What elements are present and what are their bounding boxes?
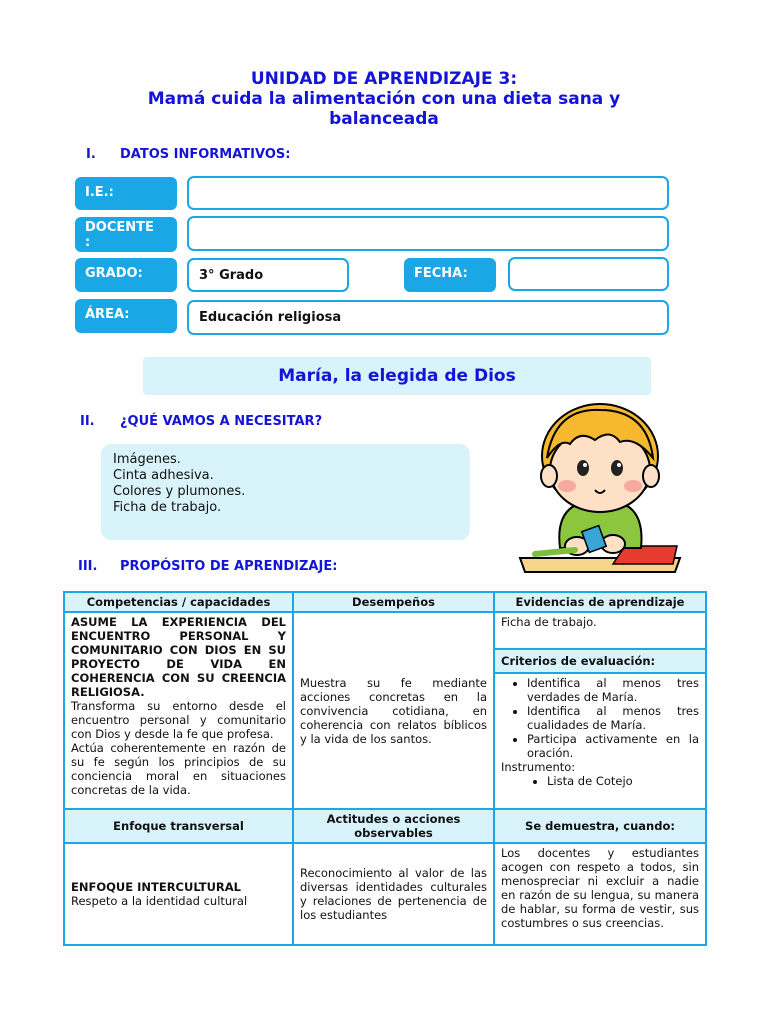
session-title-banner: María, la elegida de Dios xyxy=(143,357,651,395)
material-item: Colores y plumones. xyxy=(113,484,246,499)
section-proposito xyxy=(78,559,337,574)
header-desempenos: Desempeños xyxy=(293,592,494,612)
section-title: PROPÓSITO DE APRENDIZAJE: xyxy=(120,559,338,574)
instrumento-label: Instrumento: xyxy=(501,760,576,774)
competencia-title: ASUME LA EXPERIENCIA DEL ENCUENTRO PERSONAL Y COMUNITARIO CON DIOS EN SU PROYECTO DE VIDA EN COHERENCIA CON SU CREENCIA RELIGIOSA. xyxy=(71,615,286,699)
header-actitudes: Actitudes o acciones observables xyxy=(293,809,494,843)
unit-subtitle-line2: balanceada xyxy=(329,109,439,129)
grado-label: GRADO: xyxy=(75,258,177,292)
material-item: Imágenes. xyxy=(113,452,181,467)
child-crafting-illustration xyxy=(515,398,685,576)
fecha-field[interactable] xyxy=(508,257,669,291)
header-evidencias: Evidencias de aprendizaje xyxy=(494,592,706,612)
docente-label-text: DOCENTE xyxy=(85,220,154,235)
enfoque-title: ENFOQUE INTERCULTURAL xyxy=(71,880,242,894)
material-item: Cinta adhesiva. xyxy=(113,468,214,483)
section-number: I. xyxy=(86,147,96,162)
enfoque-cell xyxy=(64,843,293,945)
docente-field[interactable] xyxy=(187,216,669,251)
unit-subtitle-line1: Mamá cuida la alimentación con una dieta sana y xyxy=(147,89,621,109)
fecha-label: FECHA: xyxy=(404,258,496,292)
criterios-cell xyxy=(494,673,706,809)
section-datos xyxy=(86,147,290,162)
capacidad-2: Actúa coherentemente en razón de su fe según los principios de su conciencia moral en situaciones concretas de la vida. xyxy=(71,741,286,797)
section-number: III. xyxy=(78,559,98,574)
header-demuestra: Se demuestra, cuando: xyxy=(494,809,706,843)
unit-title: UNIDAD DE APRENDIZAJE 3: xyxy=(250,69,518,89)
instrumentos-list xyxy=(501,774,699,788)
instrumento-item: • Lista de Cotejo xyxy=(547,774,699,788)
grado-field[interactable]: 3° Grado xyxy=(187,258,349,292)
header-enfoque: Enfoque transversal xyxy=(64,809,293,843)
header-competencias: Competencias / capacidades xyxy=(64,592,293,612)
docente-label xyxy=(75,217,177,252)
ie-field[interactable] xyxy=(187,176,669,210)
demuestra-cell: Los docentes y estudiantes acogen con respeto a todos, sin menospreciar ni excluir a nadie en razón de su lengua, su manera de hablar, su forma de vestir, sus costumbres o sus creencias. xyxy=(494,843,706,945)
section-title: DATOS INFORMATIVOS: xyxy=(120,147,291,162)
competencias-cell xyxy=(64,612,293,809)
section-title: ¿QUÉ VAMOS A NECESITAR? xyxy=(120,414,323,429)
ie-label: I.E.: xyxy=(75,177,177,210)
section-necesitar xyxy=(80,414,322,429)
section-number: II. xyxy=(80,414,95,429)
area-label: ÁREA: xyxy=(75,299,177,333)
desempeno-cell: Muestra su fe mediante acciones concretas en la convivencia cotidiana, en coherencia con relatos bíblicos y la vida de los santos. xyxy=(293,612,494,809)
docente-label-colon: : xyxy=(85,235,91,250)
material-item: Ficha de trabajo. xyxy=(113,500,222,515)
evidencia-cell: Ficha de trabajo. xyxy=(494,612,706,649)
learning-purpose-table xyxy=(63,591,707,946)
criterios-header: Criterios de evaluación: xyxy=(494,649,706,673)
actitudes-cell: Reconocimiento al valor de las diversas identidades culturales y relaciones de pertenencia de los estudiantes xyxy=(293,843,494,945)
enfoque-subtitle: Respeto a la identidad cultural xyxy=(71,894,248,908)
criterio-item: • Participa activamente en la oración. xyxy=(527,732,699,760)
criterio-item: • Identifica al menos tres cualidades de María. xyxy=(527,704,699,732)
criterio-item: • Identifica al menos tres verdades de María. xyxy=(527,676,699,704)
area-field[interactable]: Educación religiosa xyxy=(187,300,669,335)
materials-list xyxy=(101,444,470,540)
capacidad-1: Transforma su entorno desde el encuentro personal y comunitario con Dios y desde la fe que profesa. xyxy=(71,699,286,741)
criterios-list xyxy=(501,676,699,760)
